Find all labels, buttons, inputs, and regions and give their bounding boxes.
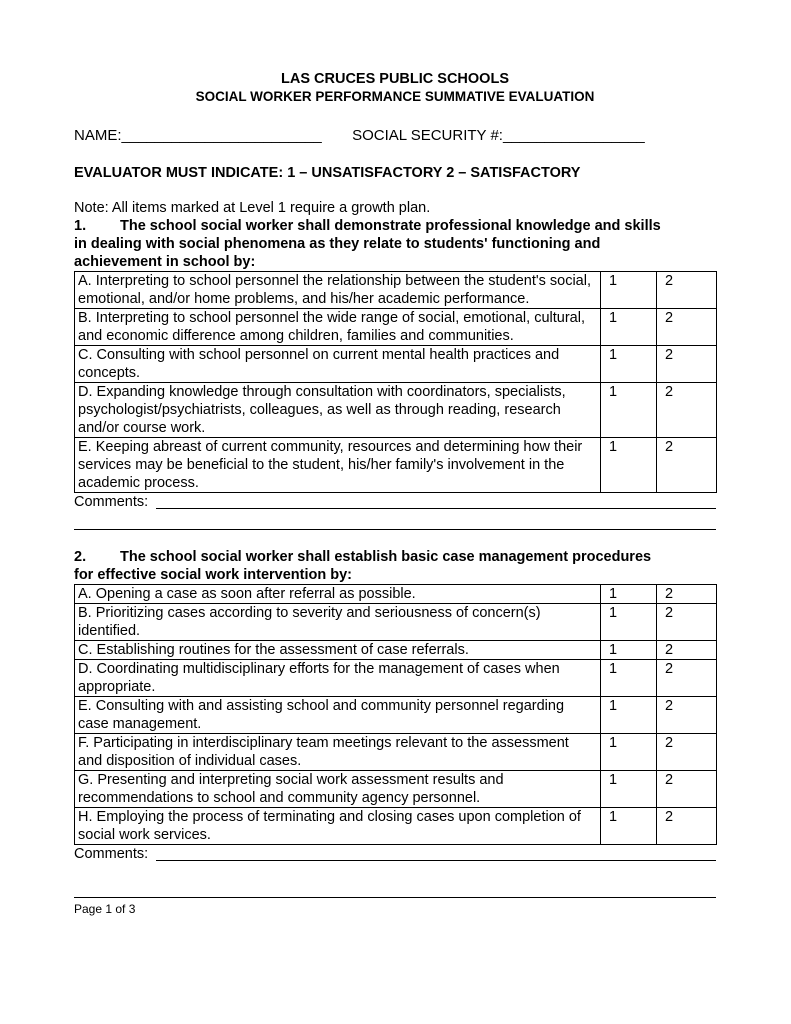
rating-2-cell[interactable]: 2 [657,272,717,309]
rating-1-cell[interactable]: 1 [601,808,657,845]
document-page [74,70,716,863]
criteria-text: A. Opening a case as soon after referral as possible. [75,585,601,604]
rating-1-cell[interactable]: 1 [601,346,657,383]
comments-label: Comments: [74,494,149,510]
rating-1-cell[interactable]: 1 [601,585,657,604]
criteria-text: H. Employing the process of terminating and closing cases upon completion of social work services. [75,808,601,845]
criteria-text: A. Interpreting to school personnel the relationship between the student's social, emotional, and/or home problems, and his/her academic performance. [75,272,601,309]
name-ssn-row [74,127,716,144]
rating-1-cell[interactable]: 1 [601,604,657,641]
section-2-heading-cont-1: for effective social work intervention by: [74,567,352,583]
form-title: SOCIAL WORKER PERFORMANCE SUMMATIVE EVALUATION [195,89,595,104]
criteria-text: E. Keeping abreast of current community, resources and determining how their services may be beneficial to the student, his/her family's involvement in the academic process. [75,438,601,493]
criteria-text: C. Establishing routines for the assessment of case referrals. [75,641,601,660]
rating-2-cell[interactable]: 2 [657,641,717,660]
page-number: Page 1 of 3 [74,902,136,916]
comments-line[interactable] [156,860,716,861]
district-title: LAS CRUCES PUBLIC SCHOOLS [281,71,509,87]
section-1-heading-text: The school social worker shall demonstrate professional knowledge and skills [120,218,661,234]
rating-2-cell[interactable]: 2 [657,346,717,383]
criteria-text: C. Consulting with school personnel on current mental health practices and concepts. [75,346,601,383]
criteria-row [75,272,717,309]
rating-2-cell[interactable]: 2 [657,309,717,346]
rating-2-cell[interactable]: 2 [657,585,717,604]
criteria-row [75,734,717,771]
rating-1-cell[interactable]: 1 [601,438,657,493]
criteria-text: F. Participating in interdisciplinary team meetings relevant to the assessment and disposition of individual cases. [75,734,601,771]
footer-rule [74,897,716,898]
rating-2-cell[interactable]: 2 [657,771,717,808]
rating-2-cell[interactable]: 2 [657,808,717,845]
criteria-row [75,808,717,845]
rating-1-cell[interactable]: 1 [601,272,657,309]
comments-line[interactable] [156,508,716,509]
criteria-row [75,697,717,734]
section-1-number: 1. [74,218,87,234]
criteria-text: B. Interpreting to school personnel the wide range of social, emotional, cultural, and economic difference among children, families and communities. [75,309,601,346]
rating-2-cell[interactable]: 2 [657,604,717,641]
page-footer [74,897,716,916]
rating-1-cell[interactable]: 1 [601,383,657,438]
criteria-row [75,660,717,697]
rating-1-cell[interactable]: 1 [601,697,657,734]
section-1-heading [74,217,716,235]
section-2-heading-text: The school social worker shall establish basic case management procedures [120,549,652,565]
rating-2-cell[interactable]: 2 [657,660,717,697]
criteria-row [75,771,717,808]
section-1-heading-cont-2: achievement in school by: [74,254,256,270]
section-1-comments-line-2[interactable] [74,511,716,530]
rating-1-cell[interactable]: 1 [601,734,657,771]
criteria-text: D. Coordinating multidisciplinary efforts for the management of cases when appropriate. [75,660,601,697]
criteria-text: B. Prioritizing cases according to severity and seriousness of concern(s) identified. [75,604,601,641]
criteria-text: D. Expanding knowledge through consultation with coordinators, specialists, psychologist/psychiatrists, colleagues, as well as through reading, research and/or course work. [75,383,601,438]
ssn-field[interactable]: SOCIAL SECURITY #:_________________ [352,127,645,144]
criteria-row [75,604,717,641]
name-field[interactable]: NAME:________________________ [74,127,322,144]
criteria-text: E. Consulting with and assisting school and community personnel regarding case management. [75,697,601,734]
criteria-text: G. Presenting and interpreting social work assessment results and recommendations to school and community agency personnel. [75,771,601,808]
criteria-row [75,346,717,383]
rating-1-cell[interactable]: 1 [601,309,657,346]
section-2-number: 2. [74,549,87,565]
rating-1-cell[interactable]: 1 [601,641,657,660]
section-2-comments [74,845,716,863]
rating-1-cell[interactable]: 1 [601,660,657,697]
rating-2-cell[interactable]: 2 [657,438,717,493]
rating-2-cell[interactable]: 2 [657,383,717,438]
criteria-row [75,641,717,660]
criteria-row [75,438,717,493]
rating-2-cell[interactable]: 2 [657,697,717,734]
criteria-row [75,309,717,346]
section-1-heading-cont-1: in dealing with social phenomena as they relate to students' functioning and [74,236,601,252]
section-1-comments [74,493,716,511]
criteria-row [75,585,717,604]
rating-2-cell[interactable]: 2 [657,734,717,771]
evaluator-instruction: EVALUATOR MUST INDICATE: 1 – UNSATISFACTORY 2 – SATISFACTORY [74,165,581,181]
rating-1-cell[interactable]: 1 [601,771,657,808]
growth-plan-note: Note: All items marked at Level 1 require a growth plan. [74,200,431,216]
comments-label: Comments: [74,846,149,862]
criteria-row [75,383,717,438]
section-2-table [74,584,717,845]
section-2-heading [74,548,716,566]
section-1-table [74,271,717,493]
